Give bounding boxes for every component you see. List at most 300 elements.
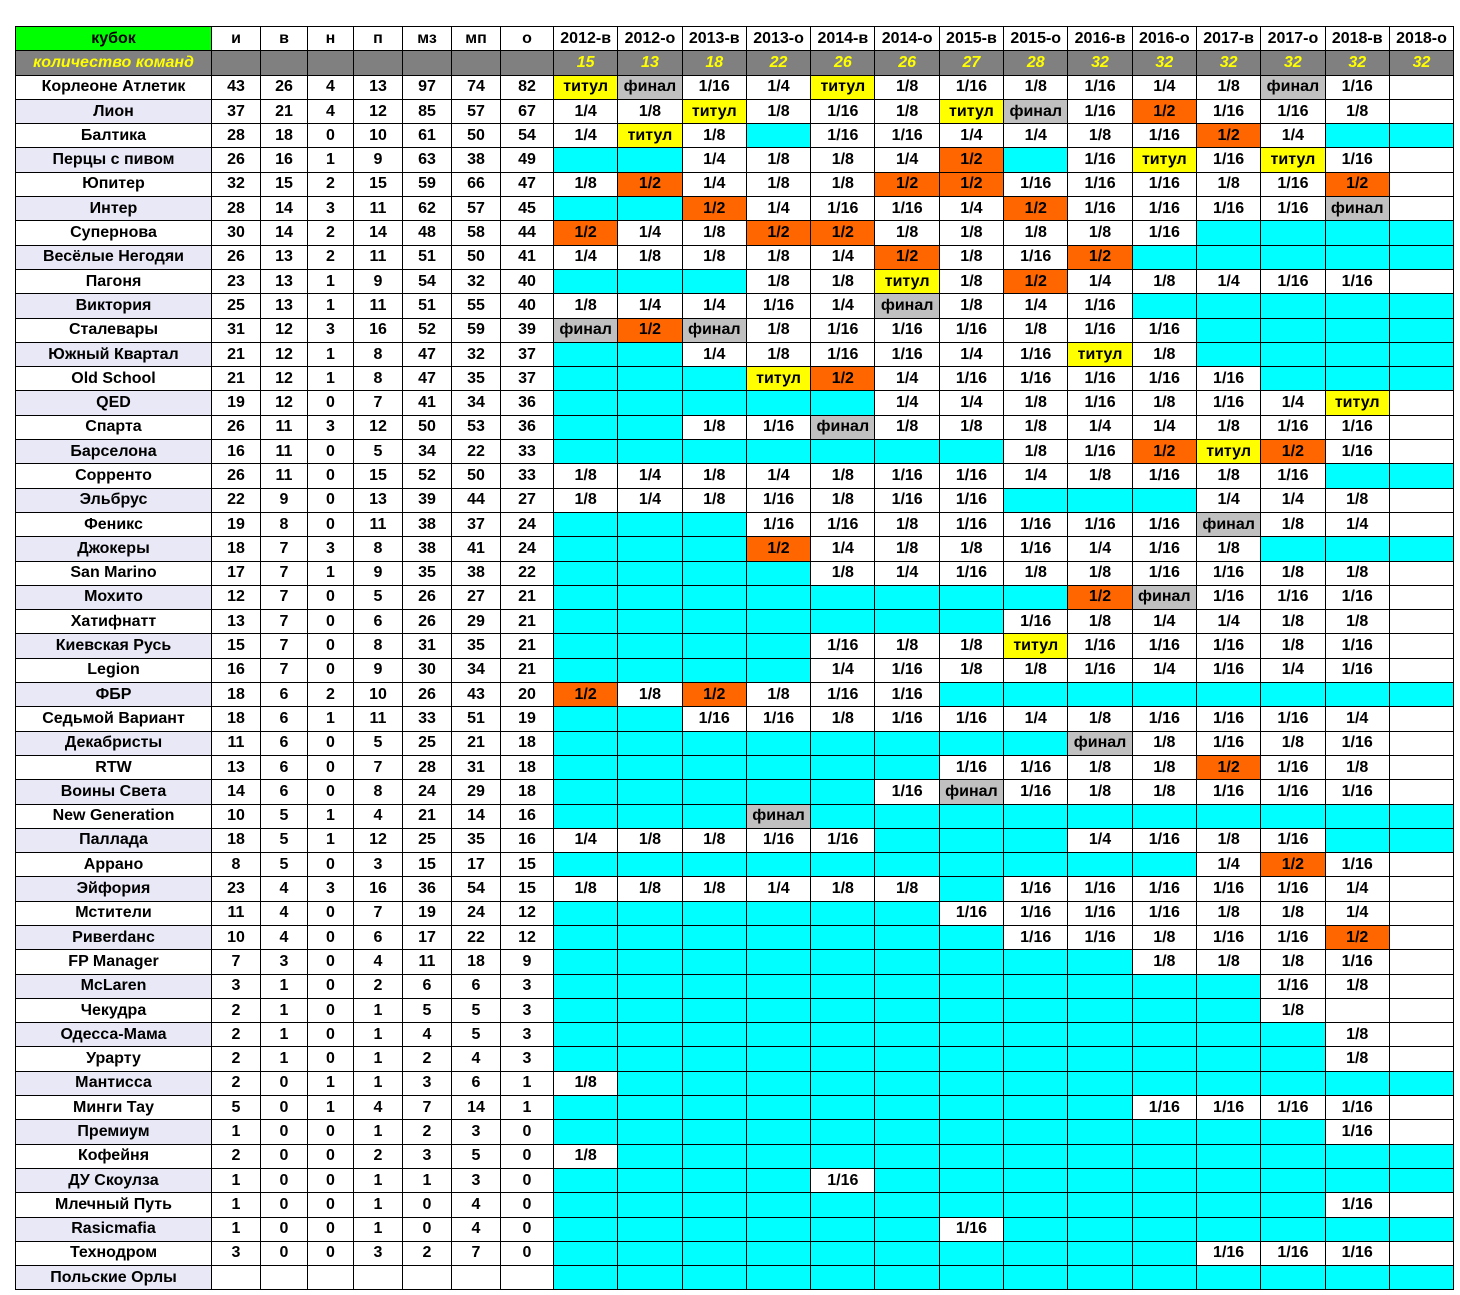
season-result-cell: 1/2 [1132,440,1196,464]
stat-header: п [354,27,403,51]
stat-cell: 22 [452,925,501,949]
season-result-cell: 1/16 [875,658,939,682]
season-result-cell: 1/16 [1196,197,1260,221]
stat-cell [501,1266,554,1290]
season-result-cell: 1/16 [875,318,939,342]
stat-cell: 2 [308,683,354,707]
season-result-cell [554,512,618,536]
stat-cell: 15 [501,877,554,901]
season-result-cell: 1/4 [554,828,618,852]
stat-cell: 61 [403,124,452,148]
stat-cell: 10 [212,925,261,949]
stat-cell: 12 [354,415,403,439]
season-result-cell: 1/8 [939,245,1003,269]
season-result-cell: 1/16 [1004,537,1068,561]
season-result-cell: 1/16 [1196,1241,1260,1265]
season-result-cell [1261,1193,1325,1217]
season-result-cell: 1/2 [811,221,875,245]
season-result-cell: 1/16 [1325,1096,1389,1120]
season-result-cell: 1/4 [682,172,746,196]
stat-cell: 2 [403,1241,452,1265]
season-result-cell [875,1266,939,1290]
season-result-cell [1004,585,1068,609]
season-result-cell: 1/16 [1004,901,1068,925]
season-header: 2018-в [1325,27,1389,51]
season-result-cell [1196,1023,1260,1047]
stat-cell: 4 [354,950,403,974]
season-result-cell: 1/8 [1261,512,1325,536]
season-result-cell [1325,124,1389,148]
season-result-cell [875,731,939,755]
season-result-cell [1196,998,1260,1022]
season-result-cell [746,585,810,609]
season-result-cell: 1/16 [746,707,810,731]
season-result-cell [1132,1266,1196,1290]
season-result-cell [939,950,1003,974]
season-result-cell [618,367,682,391]
stat-cell: 3 [501,1047,554,1071]
season-result-cell [1389,488,1453,512]
season-result-cell [1261,1168,1325,1192]
season-result-cell: 1/4 [939,197,1003,221]
season-result-cell: 1/16 [811,1168,875,1192]
season-result-cell [1196,318,1260,342]
stat-cell: 50 [452,124,501,148]
season-result-cell [875,901,939,925]
stat-cell: 16 [212,658,261,682]
season-result-cell [554,755,618,779]
stat-cell [308,1266,354,1290]
season-result-cell: 1/8 [746,269,810,293]
stat-cell: 3 [354,853,403,877]
stat-cell: 19 [212,391,261,415]
season-result-cell [939,1023,1003,1047]
season-result-cell [554,415,618,439]
header-row [16,27,1454,51]
season-result-cell [1196,974,1260,998]
season-header: 2012-о [618,27,682,51]
season-result-cell [618,950,682,974]
season-result-cell: 1/8 [939,658,1003,682]
stat-cell: 10 [354,683,403,707]
season-result-cell: 1/16 [1068,925,1132,949]
season-result-cell [939,683,1003,707]
stat-cell: 15 [403,853,452,877]
season-result-cell [939,731,1003,755]
table-row [16,1266,1454,1290]
stat-cell: 39 [501,318,554,342]
season-result-cell [811,1193,875,1217]
table-row [16,853,1454,877]
season-result-cell [1325,342,1389,366]
stat-cell: 39 [403,488,452,512]
season-result-cell: 1/8 [1325,1047,1389,1071]
season-result-cell: 1/16 [1261,707,1325,731]
season-result-cell: 1/4 [1132,658,1196,682]
season-result-cell [746,974,810,998]
season-result-cell [746,731,810,755]
stat-cell: 43 [212,75,261,99]
stat-cell: 6 [261,755,308,779]
stat-cell: 22 [452,440,501,464]
season-result-cell: 1/2 [682,683,746,707]
table-row [16,148,1454,172]
stat-cell: 7 [452,1241,501,1265]
season-result-cell [618,585,682,609]
stat-cell: 18 [212,537,261,561]
season-result-cell: 1/8 [618,245,682,269]
stat-cell: 9 [354,658,403,682]
stat-cell: 0 [308,1217,354,1241]
season-result-cell [1389,1120,1453,1144]
stat-cell: 54 [452,877,501,901]
stat-cell: 9 [354,269,403,293]
season-result-cell: 1/16 [1196,877,1260,901]
season-result-cell [682,853,746,877]
team-count-blank [212,51,261,75]
season-result-cell [1132,294,1196,318]
stat-cell: 3 [308,877,354,901]
season-result-cell [1389,245,1453,269]
stat-cell: 5 [403,998,452,1022]
season-result-cell [618,755,682,779]
season-result-cell: 1/16 [1132,877,1196,901]
stat-cell: 3 [501,998,554,1022]
season-result-cell: 1/16 [1068,75,1132,99]
season-result-cell: 1/2 [746,537,810,561]
team-name: Джокеры [16,537,212,561]
season-result-cell: 1/16 [746,415,810,439]
season-result-cell: 1/8 [746,342,810,366]
season-result-cell [1068,1047,1132,1071]
season-result-cell: 1/4 [682,148,746,172]
season-result-cell: 1/4 [1196,488,1260,512]
season-result-cell: титул [554,75,618,99]
team-name: Мстители [16,901,212,925]
season-result-cell [811,1071,875,1095]
season-result-cell [746,1144,810,1168]
season-result-cell [1325,537,1389,561]
season-result-cell [1325,1071,1389,1095]
season-result-cell: 1/16 [1068,172,1132,196]
stat-cell: 20 [501,683,554,707]
season-result-cell: 1/8 [682,488,746,512]
stat-cell: 13 [212,755,261,779]
stat-cell: 1 [212,1168,261,1192]
season-result-cell [939,828,1003,852]
table-row [16,172,1454,196]
season-result-cell: 1/16 [1068,634,1132,658]
table-row [16,75,1454,99]
season-result-cell [811,780,875,804]
season-result-cell: 1/8 [1132,342,1196,366]
season-result-cell: 1/8 [1196,901,1260,925]
season-result-cell [1325,367,1389,391]
season-result-cell: 1/8 [875,512,939,536]
season-result-cell: 1/4 [618,464,682,488]
season-result-cell [875,1168,939,1192]
table-row [16,1096,1454,1120]
season-result-cell [1389,658,1453,682]
stat-cell: 0 [308,1120,354,1144]
season-result-cell: 1/16 [1132,512,1196,536]
table-row [16,245,1454,269]
season-result-cell: 1/4 [1004,464,1068,488]
stat-cell: 7 [261,658,308,682]
stat-cell: 0 [308,974,354,998]
season-result-cell: 1/4 [875,148,939,172]
season-result-cell [939,1120,1003,1144]
stat-cell: 1 [354,1047,403,1071]
season-result-cell: 1/16 [1325,269,1389,293]
team-count-blank [354,51,403,75]
cup-header: кубок [16,27,212,51]
stat-cell: 5 [452,1023,501,1047]
stat-cell: 25 [212,294,261,318]
season-result-cell [746,658,810,682]
table-row [16,804,1454,828]
season-result-cell: финал [618,75,682,99]
stat-cell: 0 [308,610,354,634]
team-name: Хатифнатт [16,610,212,634]
season-result-cell [618,148,682,172]
season-result-cell [1004,1023,1068,1047]
season-result-cell: 1/16 [1261,755,1325,779]
season-result-cell [1068,853,1132,877]
season-result-cell [1132,1120,1196,1144]
season-result-cell [1389,512,1453,536]
season-result-cell: 1/8 [1132,731,1196,755]
season-result-cell: 1/8 [1068,780,1132,804]
season-result-cell [1389,415,1453,439]
stat-cell: 74 [452,75,501,99]
season-result-cell: 1/16 [1004,780,1068,804]
stat-cell: 21 [501,634,554,658]
season-result-cell [1389,269,1453,293]
season-result-cell: 1/8 [1196,172,1260,196]
season-result-cell [1068,1217,1132,1241]
season-result-cell [618,1144,682,1168]
stat-cell: 13 [354,75,403,99]
stat-cell: 9 [354,148,403,172]
season-header: 2017-о [1261,27,1325,51]
season-result-cell [1389,1266,1453,1290]
season-result-cell [1132,1023,1196,1047]
season-result-cell: 1/8 [1196,415,1260,439]
stat-cell: 0 [501,1193,554,1217]
stat-cell: 11 [261,440,308,464]
team-count-value: 18 [682,51,746,75]
stat-cell: 11 [354,707,403,731]
stat-cell: 38 [452,148,501,172]
season-result-cell [811,853,875,877]
season-result-cell: 1/4 [682,294,746,318]
season-result-cell [618,1241,682,1265]
stat-cell: 25 [403,828,452,852]
stat-cell: 0 [261,1217,308,1241]
table-row [16,440,1454,464]
season-result-cell [875,440,939,464]
season-result-cell [1389,294,1453,318]
season-result-cell: 1/8 [1261,561,1325,585]
stat-cell: 7 [354,755,403,779]
season-result-cell [1132,488,1196,512]
season-result-cell: 1/16 [1132,318,1196,342]
season-result-cell: титул [1004,634,1068,658]
season-result-cell [875,804,939,828]
stat-cell [212,1266,261,1290]
season-result-cell: 1/4 [618,294,682,318]
season-result-cell: 1/16 [1261,1241,1325,1265]
season-result-cell [1389,367,1453,391]
season-result-cell: 1/16 [875,197,939,221]
stat-cell: 11 [212,731,261,755]
season-result-cell [682,537,746,561]
table-row [16,950,1454,974]
stat-cell: 47 [403,367,452,391]
season-result-cell: 1/16 [1132,197,1196,221]
stat-cell: 51 [403,294,452,318]
season-result-cell: 1/8 [1004,415,1068,439]
stat-cell: 45 [501,197,554,221]
stat-cell: 16 [261,148,308,172]
season-result-cell: титул [1068,342,1132,366]
stat-cell: 1 [354,1071,403,1095]
season-result-cell [875,925,939,949]
table-row [16,828,1454,852]
season-result-cell: 1/8 [746,318,810,342]
stat-cell: 23 [212,269,261,293]
season-result-cell [1068,1071,1132,1095]
season-result-cell [682,1193,746,1217]
season-result-cell: титул [1261,148,1325,172]
stat-cell: 2 [212,1144,261,1168]
table-row [16,683,1454,707]
stat-cell: 48 [403,221,452,245]
season-result-cell [1004,148,1068,172]
team-name: Виктория [16,294,212,318]
season-result-cell: 1/4 [939,391,1003,415]
season-result-cell: 1/8 [875,537,939,561]
season-result-cell [1389,99,1453,123]
season-result-cell: финал [554,318,618,342]
season-result-cell: 1/4 [1068,415,1132,439]
stat-cell: 1 [354,1217,403,1241]
stat-cell: 0 [308,440,354,464]
season-result-cell: 1/4 [811,294,875,318]
season-result-cell: 1/2 [939,148,1003,172]
season-result-cell [746,1266,810,1290]
stat-cell: 11 [354,197,403,221]
season-result-cell: 1/8 [939,221,1003,245]
season-result-cell: 1/8 [1325,974,1389,998]
stat-cell: 26 [212,415,261,439]
season-result-cell [1196,1120,1260,1144]
stat-cell: 10 [212,804,261,828]
team-count-value: 32 [1389,51,1453,75]
stat-cell: 3 [308,318,354,342]
season-result-cell: 1/16 [1004,610,1068,634]
stat-cell: 54 [501,124,554,148]
season-header: 2013-о [746,27,810,51]
season-result-cell: 1/2 [1261,853,1325,877]
stat-cell: 9 [261,488,308,512]
season-result-cell [554,707,618,731]
stat-cell: 12 [261,391,308,415]
season-result-cell [1325,998,1389,1022]
season-header: 2013-в [682,27,746,51]
team-name: RTW [16,755,212,779]
season-result-cell: финал [875,294,939,318]
season-result-cell [1132,683,1196,707]
team-count-value: 32 [1261,51,1325,75]
season-result-cell [554,950,618,974]
stat-cell: 11 [261,415,308,439]
season-result-cell [1068,1193,1132,1217]
season-result-cell: 1/4 [939,342,1003,366]
season-header: 2017-в [1196,27,1260,51]
season-result-cell [1389,925,1453,949]
stat-cell: 0 [501,1168,554,1192]
stat-cell: 7 [261,585,308,609]
table-row [16,99,1454,123]
season-result-cell: 1/16 [1261,269,1325,293]
season-result-cell [554,780,618,804]
season-result-cell [682,1168,746,1192]
team-name: Мантисса [16,1071,212,1095]
stat-cell: 31 [452,755,501,779]
season-result-cell: 1/8 [939,269,1003,293]
stat-cell: 8 [261,512,308,536]
table-row [16,488,1454,512]
season-result-cell [618,658,682,682]
season-result-cell: 1/16 [1068,391,1132,415]
season-result-cell: 1/16 [1196,731,1260,755]
season-result-cell [746,561,810,585]
stat-cell: 0 [308,901,354,925]
team-name: Спарта [16,415,212,439]
stat-cell: 0 [308,1168,354,1192]
stat-cell: 2 [212,998,261,1022]
season-result-cell: 1/8 [1325,561,1389,585]
season-result-cell: 1/16 [1261,780,1325,804]
team-name: Сталевары [16,318,212,342]
stat-cell: 59 [452,318,501,342]
season-result-cell: 1/16 [1325,950,1389,974]
stat-cell: 18 [501,755,554,779]
stat-cell: 12 [261,367,308,391]
season-result-cell [811,585,875,609]
season-result-cell: 1/2 [875,245,939,269]
table-row [16,998,1454,1022]
team-name: Польские Орлы [16,1266,212,1290]
season-result-cell [554,1266,618,1290]
stat-cell: 34 [452,658,501,682]
season-result-cell: 1/8 [1196,950,1260,974]
season-result-cell [1389,1144,1453,1168]
stat-cell: 38 [403,512,452,536]
table-row [16,561,1454,585]
season-result-cell [875,828,939,852]
season-result-cell: 1/2 [1068,585,1132,609]
stat-cell: 21 [501,658,554,682]
stat-cell: 15 [354,464,403,488]
stat-cell: 14 [452,1096,501,1120]
season-result-cell: 1/8 [554,877,618,901]
stat-cell: 51 [403,245,452,269]
season-result-cell [618,1120,682,1144]
stat-cell: 11 [354,245,403,269]
